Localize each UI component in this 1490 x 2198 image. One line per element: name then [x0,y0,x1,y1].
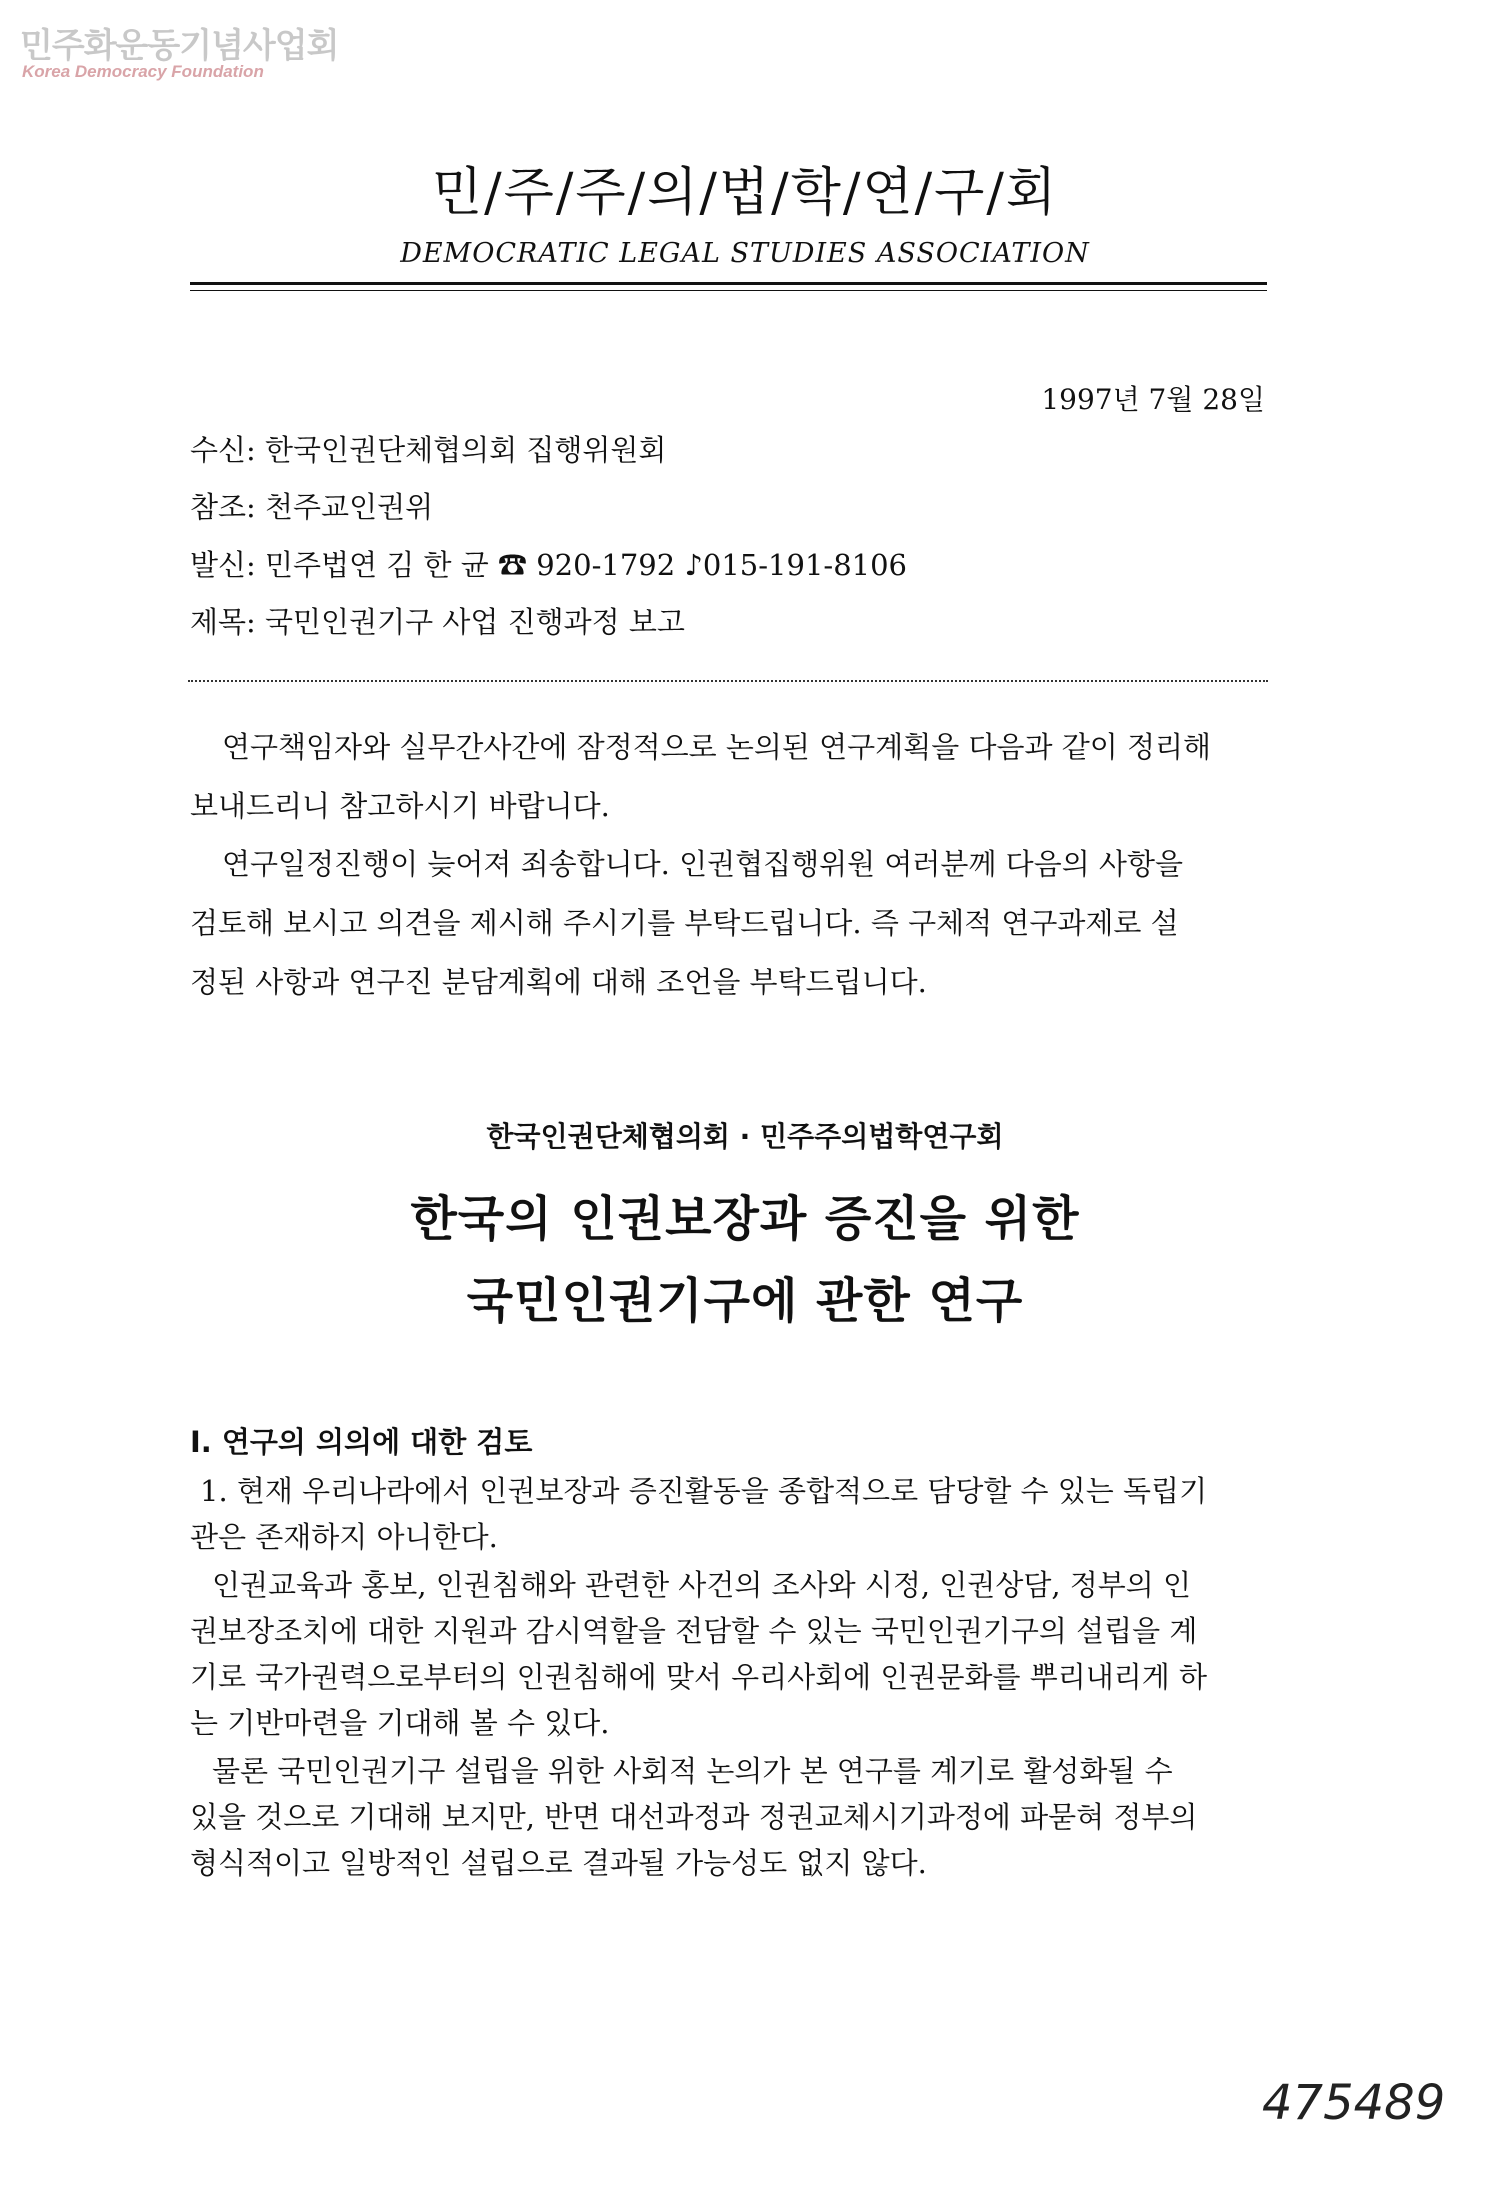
intro-p1-line1: 연구책임자와 실무간사간에 잠정적으로 논의된 연구계획을 다음과 같이 정리해 [222,730,1211,764]
sender-value: 민주법연 김 한 균 ☎ 920-1792 ♪015-191-8106 [265,548,908,582]
intro-p2-line3: 정된 사항과 연구진 분담계획에 대해 조언을 부탁드립니다. [190,965,927,999]
s1-p2-line3: 기로 국가권력으로부터의 인권침해에 맞서 우리사회에 인권문화를 뿌리내리게 하 [190,1660,1208,1694]
s1-p2-line2: 권보장조치에 대한 지원과 감시역할을 전담할 수 있는 국민인권기구의 설립을 계 [190,1614,1198,1648]
intro-p2-line1: 연구일정진행이 늦어져 죄송합니다. 인권협집행위원 여러분께 다음의 사항을 [222,847,1183,881]
header-divider [188,680,1268,682]
intro-p1-line2: 보내드리니 참고하시기 바랍니다. [190,789,610,823]
intro-p2-line2: 검토해 보시고 의견을 제시해 주시기를 부탁드립니다. 즉 구체적 연구과제로 설 [190,906,1179,940]
s1-p3-line3: 형식적이고 일방적인 설립으로 결과될 가능성도 없지 않다. [190,1846,927,1880]
s1-p3-line1: 물론 국민인권기구 설립을 위한 사회적 논의가 본 연구를 계기로 활성화될 수 [212,1754,1173,1788]
header-sender [190,543,907,584]
watermark-english: Korea Democracy Foundation [22,62,264,81]
reference-label: 참조: [190,490,256,524]
intro-paragraph-2 [190,835,1340,1012]
s1-p1-line2: 관은 존재하지 아니한다. [190,1520,498,1554]
section-1-heading: Ⅰ. 연구의 의의에 대한 검토 [190,1425,533,1459]
s1-p1-line1: 1. 현재 우리나라에서 인권보장과 증진활동을 종합적으로 담당할 수 있는 독립기 [200,1474,1208,1508]
s1-p3-line2: 있을 것으로 기대해 보지만, 반면 대선과정과 정권교체시기과정에 파묻혀 정부의 [190,1800,1198,1834]
section-1-paragraph-2 [190,1562,1340,1746]
header-recipient [190,428,666,469]
s1-p2-line1: 인권교육과 홍보, 인권침해와 관련한 사건의 조사와 시정, 인권상담, 정부의 인 [212,1568,1192,1602]
recipient-label: 수신: [190,433,256,467]
reference-value: 천주교인권위 [265,490,434,524]
letterhead-org-english: DEMOCRATIC LEGAL STUDIES ASSOCIATION [400,238,1090,269]
watermark-korean: 민주화운동기념사업회 [20,26,339,66]
study-organizations: 한국인권단체협의회 · 민주주의법학연구회 [486,1120,1004,1153]
sender-label: 발신: [190,548,256,582]
s1-p2-line4: 는 기반마련을 기대해 볼 수 있다. [190,1706,610,1740]
study-title-line1: 한국의 인권보장과 증진을 위한 [410,1191,1080,1247]
subject-label: 제목: [190,605,256,639]
handwritten-archive-number: 475489 [1262,2075,1446,2131]
header-subject [190,600,685,641]
recipient-value: 한국인권단체협의회 집행위원회 [265,433,667,467]
study-title-line2: 국민인권기구에 관한 연구 [466,1273,1024,1329]
letterhead-org-korean: 민/주/주/의/법/학/연/구/회 [431,163,1059,223]
section-1-paragraph-3 [190,1748,1340,1886]
section-1-paragraph-1 [190,1468,1340,1560]
intro-paragraph-1 [190,718,1340,836]
document-date: 1997년 7월 28일 [1041,383,1265,416]
letterhead-rule-thin [190,290,1267,291]
letterhead-rule-thick [190,282,1267,285]
header-reference [190,485,433,526]
subject-value: 국민인권기구 사업 진행과정 보고 [265,605,685,639]
